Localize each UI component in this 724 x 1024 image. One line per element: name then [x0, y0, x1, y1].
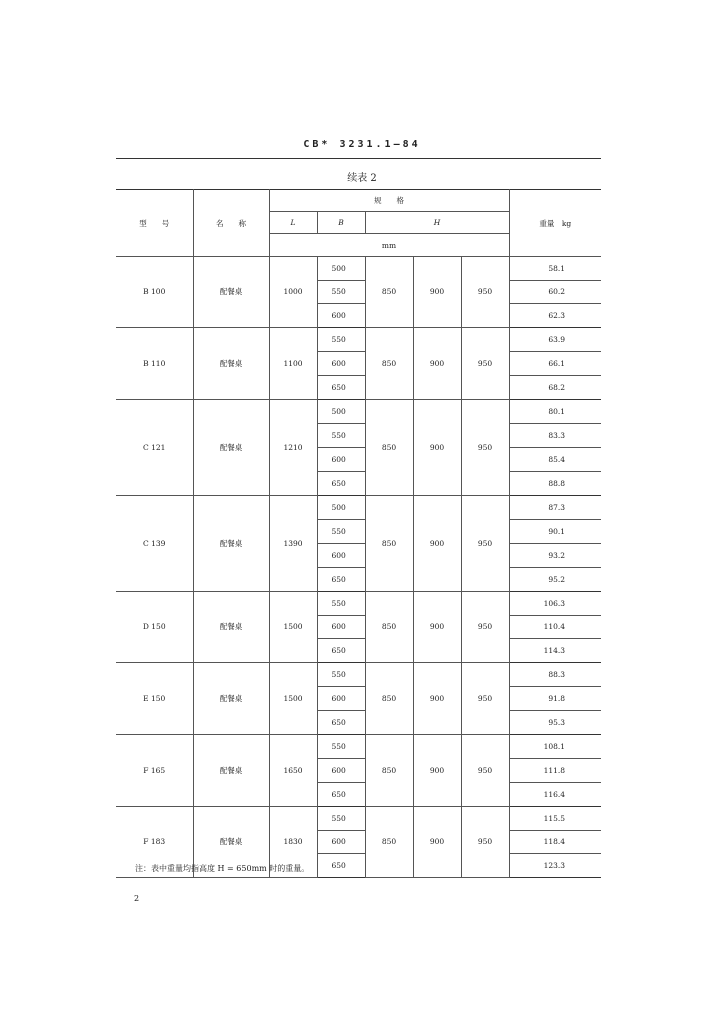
- height-cell: 900: [413, 591, 461, 662]
- weight-cell: 91.8: [509, 686, 601, 710]
- length-cell: 1390: [269, 495, 317, 591]
- width-cell: 650: [317, 375, 365, 399]
- model-cell: C 121: [116, 399, 193, 495]
- width-cell: 600: [317, 758, 365, 782]
- weight-cell: 68.2: [509, 375, 601, 399]
- length-cell: 1100: [269, 327, 317, 399]
- height-cell: 850: [365, 734, 413, 806]
- weight-cell: 90.1: [509, 519, 601, 543]
- height-cell: 850: [365, 495, 413, 591]
- model-cell: E 150: [116, 662, 193, 734]
- height-cell: 900: [413, 327, 461, 399]
- width-cell: 550: [317, 806, 365, 830]
- length-cell: 1000: [269, 257, 317, 328]
- width-cell: 650: [317, 567, 365, 591]
- width-cell: 650: [317, 471, 365, 495]
- weight-cell: 108.1: [509, 734, 601, 758]
- model-group: [116, 662, 601, 734]
- width-cell: 600: [317, 543, 365, 567]
- width-cell: 550: [317, 327, 365, 351]
- page-number: 2: [134, 894, 140, 903]
- table-row: [116, 806, 601, 830]
- model-group: [116, 495, 601, 591]
- weight-cell: 63.9: [509, 327, 601, 351]
- weight-cell: 83.3: [509, 423, 601, 447]
- weight-cell: 93.2: [509, 543, 601, 567]
- table-row: [116, 399, 601, 423]
- name-cell: 配餐桌: [193, 806, 269, 877]
- weight-cell: 95.2: [509, 567, 601, 591]
- width-cell: 550: [317, 519, 365, 543]
- height-cell: 950: [461, 495, 509, 591]
- name-cell: 配餐桌: [193, 399, 269, 495]
- width-cell: 600: [317, 447, 365, 471]
- weight-cell: 114.3: [509, 639, 601, 663]
- table-note: 注：表中重量均指高度 H = 650mm 时的重量。: [135, 864, 310, 873]
- model-cell: F 165: [116, 734, 193, 806]
- width-cell: 500: [317, 257, 365, 281]
- col-header-spec: 规 格: [269, 190, 509, 212]
- name-cell: 配餐桌: [193, 257, 269, 328]
- height-cell: 900: [413, 495, 461, 591]
- weight-cell: 88.8: [509, 471, 601, 495]
- width-cell: 600: [317, 304, 365, 328]
- height-cell: 950: [461, 327, 509, 399]
- weight-cell: 106.3: [509, 591, 601, 615]
- model-group: [116, 399, 601, 495]
- model-cell: B 100: [116, 257, 193, 328]
- width-cell: 600: [317, 351, 365, 375]
- table-row: [116, 257, 601, 281]
- height-cell: 950: [461, 806, 509, 877]
- height-cell: 850: [365, 662, 413, 734]
- weight-cell: 62.3: [509, 304, 601, 328]
- col-header-H: H: [365, 212, 509, 234]
- table-title: 续表 2: [347, 173, 377, 184]
- width-cell: 550: [317, 734, 365, 758]
- col-header-B: B: [317, 212, 365, 234]
- model-cell: D 150: [116, 591, 193, 662]
- col-header-weight: 重量 kg: [509, 190, 601, 257]
- col-header-name: 名 称: [193, 190, 269, 257]
- name-cell: 配餐桌: [193, 495, 269, 591]
- height-cell: 950: [461, 662, 509, 734]
- width-cell: 550: [317, 591, 365, 615]
- height-cell: 850: [365, 399, 413, 495]
- width-cell: 650: [317, 854, 365, 878]
- height-cell: 850: [365, 806, 413, 877]
- height-cell: 850: [365, 591, 413, 662]
- name-cell: 配餐桌: [193, 327, 269, 399]
- height-cell: 900: [413, 399, 461, 495]
- weight-cell: 116.4: [509, 782, 601, 806]
- length-cell: 1500: [269, 591, 317, 662]
- weight-cell: 85.4: [509, 447, 601, 471]
- name-cell: 配餐桌: [193, 591, 269, 662]
- col-header-L: L: [269, 212, 317, 234]
- height-cell: 950: [461, 257, 509, 328]
- weight-cell: 118.4: [509, 830, 601, 854]
- width-cell: 550: [317, 280, 365, 304]
- width-cell: 600: [317, 615, 365, 639]
- weight-cell: 95.3: [509, 710, 601, 734]
- table-row: [116, 327, 601, 351]
- length-cell: 1650: [269, 734, 317, 806]
- table-row: [116, 591, 601, 615]
- width-cell: 650: [317, 782, 365, 806]
- width-cell: 550: [317, 423, 365, 447]
- length-cell: 1210: [269, 399, 317, 495]
- height-cell: 900: [413, 257, 461, 328]
- width-cell: 600: [317, 830, 365, 854]
- weight-cell: 60.2: [509, 280, 601, 304]
- width-cell: 650: [317, 639, 365, 663]
- height-cell: 950: [461, 399, 509, 495]
- weight-cell: 123.3: [509, 854, 601, 878]
- weight-cell: 88.3: [509, 662, 601, 686]
- col-header-unit: mm: [269, 234, 509, 257]
- length-cell: 1830: [269, 806, 317, 877]
- width-cell: 500: [317, 495, 365, 519]
- width-cell: 600: [317, 686, 365, 710]
- standard-code: CB* 3231.1—84: [303, 139, 421, 150]
- model-group: [116, 327, 601, 399]
- model-group: [116, 257, 601, 328]
- model-group: [116, 591, 601, 662]
- height-cell: 850: [365, 327, 413, 399]
- table-row: [116, 662, 601, 686]
- height-cell: 950: [461, 734, 509, 806]
- model-cell: C 139: [116, 495, 193, 591]
- height-cell: 850: [365, 257, 413, 328]
- spec-table: [116, 189, 601, 878]
- height-cell: 900: [413, 734, 461, 806]
- model-group: [116, 734, 601, 806]
- length-cell: 1500: [269, 662, 317, 734]
- name-cell: 配餐桌: [193, 662, 269, 734]
- weight-cell: 111.8: [509, 758, 601, 782]
- weight-cell: 110.4: [509, 615, 601, 639]
- weight-cell: 58.1: [509, 257, 601, 281]
- name-cell: 配餐桌: [193, 734, 269, 806]
- width-cell: 500: [317, 399, 365, 423]
- model-cell: B 110: [116, 327, 193, 399]
- height-cell: 900: [413, 806, 461, 877]
- col-header-model: 型 号: [116, 190, 193, 257]
- header-rule: [116, 158, 601, 159]
- weight-cell: 80.1: [509, 399, 601, 423]
- width-cell: 650: [317, 710, 365, 734]
- height-cell: 950: [461, 591, 509, 662]
- table-row: [116, 734, 601, 758]
- weight-cell: 115.5: [509, 806, 601, 830]
- weight-cell: 87.3: [509, 495, 601, 519]
- table-row: [116, 495, 601, 519]
- height-cell: 900: [413, 662, 461, 734]
- weight-cell: 66.1: [509, 351, 601, 375]
- width-cell: 550: [317, 662, 365, 686]
- model-cell: F 183: [116, 806, 193, 877]
